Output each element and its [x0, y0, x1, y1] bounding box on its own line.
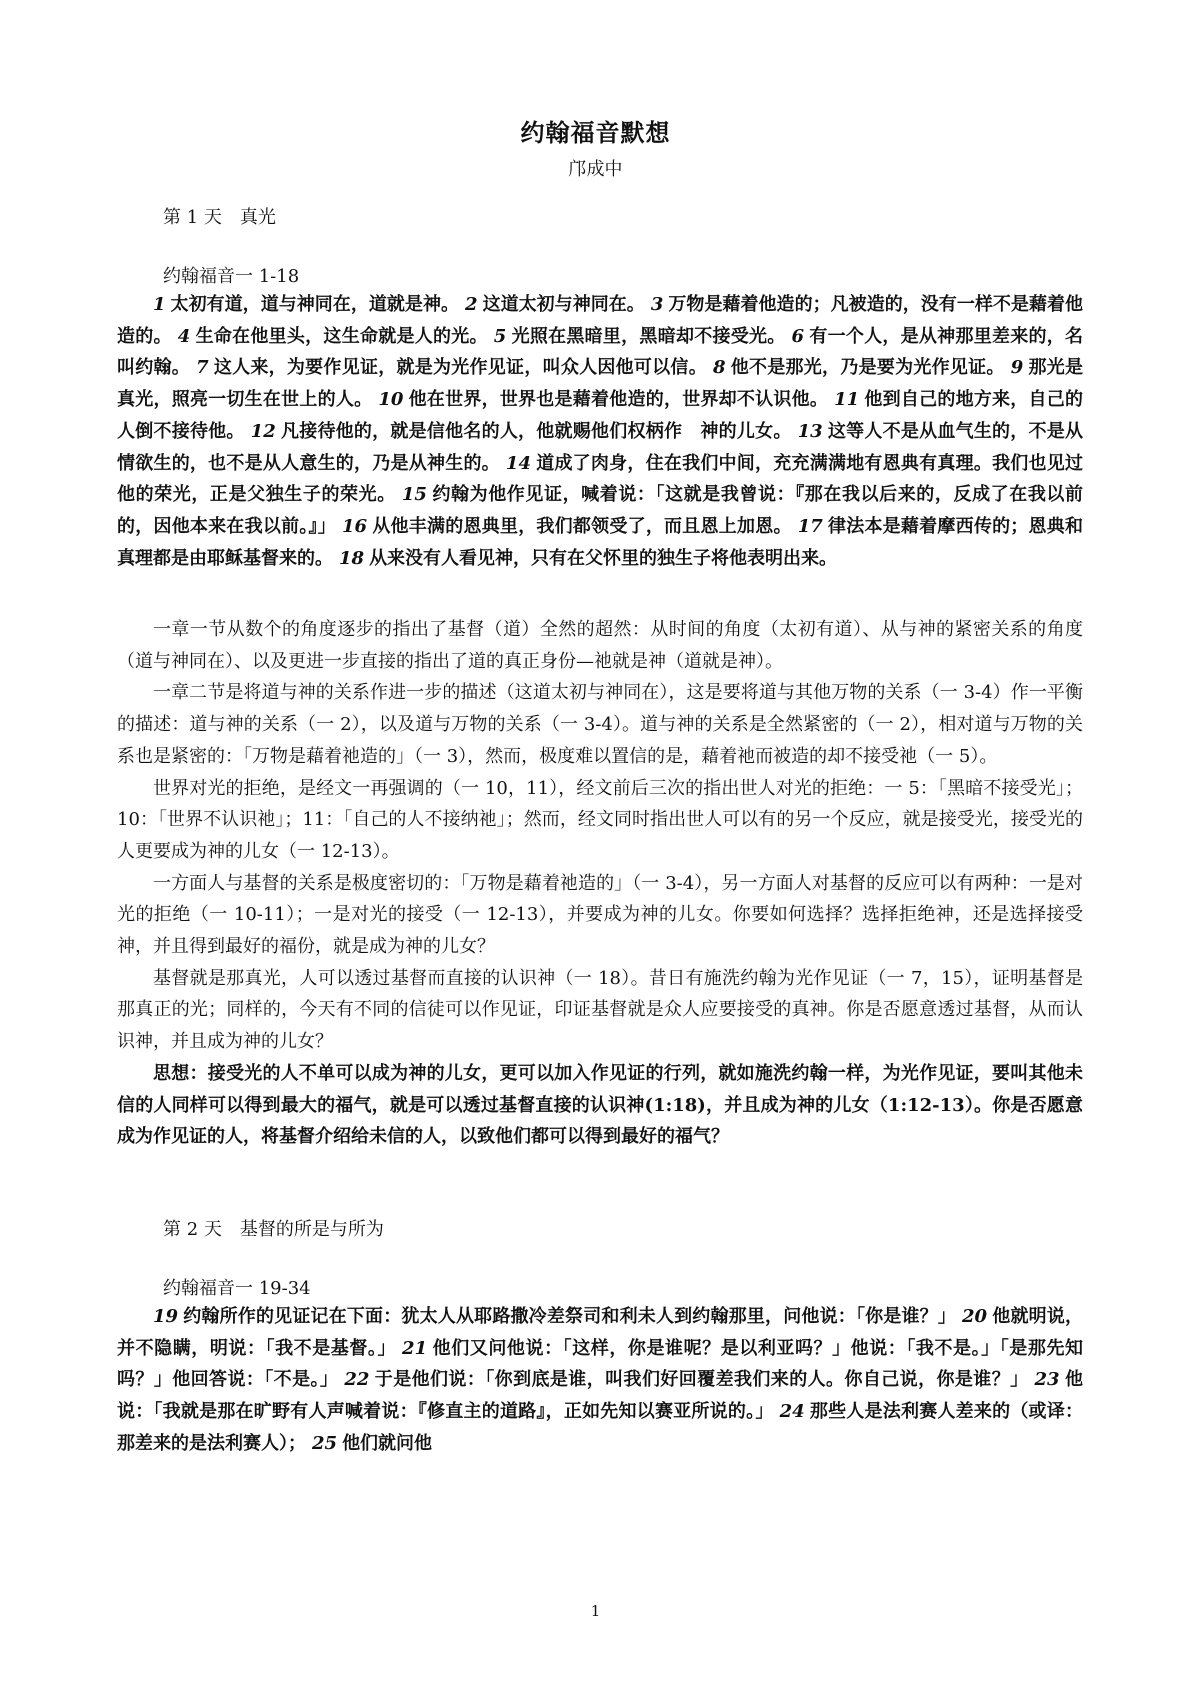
verse-number: 5 — [493, 325, 507, 347]
verse-text: 他在世界，世界也是藉着他造的，世界却不认识他。 — [408, 389, 829, 411]
verse-text: 这等人不是从血气生的，不是从情欲生的，也不是从人意生的，乃是从神生的。 — [117, 420, 1084, 474]
verse-text: 他们又问他说：「这样，你是谁呢？是以利亚吗？」他说：「我不是。」「是那先知吗？」他回答说：「不是。」 — [117, 1337, 1084, 1391]
verse-text: 那些人是法利赛人差来的（或译：那差来的是法利赛人）； — [117, 1401, 1084, 1454]
verse-number: 15 — [401, 484, 427, 506]
verse-number: 21 — [402, 1337, 428, 1359]
day2-verse-block — [117, 1301, 1083, 1460]
verse-number: 25 — [312, 1432, 338, 1454]
verse-text: 他就明说，并不隐瞒，明说：「我不是基督。」 — [117, 1306, 1083, 1359]
verse-text: 他不是那光，乃是要为光作见证。 — [730, 357, 1005, 379]
verse-text: 约翰为他作见证，喊着说：「这就是我曾说：『那在我以后来的，反成了在我以前的，因他本来在我以前。』」 — [117, 484, 1084, 537]
verse-text: 太初有道，道与神同在，道就是神。 — [170, 294, 460, 315]
verse-text: 万物是藉着他造的；凡被造的，没有一样不是藉着他造的。 — [117, 294, 1084, 347]
day1-commentary — [117, 614, 1083, 1153]
verse-number: 4 — [177, 325, 191, 347]
verse-number: 3 — [650, 294, 664, 315]
verse-text: 律法本是藉着摩西传的；恩典和真理都是由耶稣基督来的。 — [117, 515, 1084, 569]
verse-text: 这人来，为要作见证，就是为光作见证，叫众人因他可以信。 — [213, 357, 707, 379]
verse-text: 约翰所作的见证记在下面：犹太人从耶路撒冷差祭司和利未人到约翰那里，问他说：「你是谁？」 — [183, 1306, 957, 1327]
verse-text: 他们就问他 — [342, 1432, 433, 1454]
document-title: 约翰福音默想 — [520, 118, 671, 147]
reflection-paragraph: 思想：接受光的人不单可以成为神的儿女，更可以加入作见证的行列，就如施洗约翰一样，为光作见证，要叫其他未信的人同样可以得到最大的福气，就是可以透过基督直接的认识神(1:18)，并且成为神的儿女（1:12-13）。你是否愿意成为作见证的人，将基督介绍给未信的人，以致他们都可以得到最好的福气？ — [117, 1062, 1083, 1148]
day1-reference: 约翰福音一 1-18 — [163, 266, 300, 287]
commentary-paragraph: 一方面人与基督的关系是极度密切的：「万物是藉着祂造的」（一 3-4），另一方面人对基督的反应可以有两种：一是对光的拒绝（一 10-11）；一是对光的接受（一 12-13），并要成为神的儿女。你要如何选择？选择拒绝神，还是选择接受神，并且得到最好的福份，就是成为神的儿女？ — [117, 872, 1083, 958]
verse-number: 9 — [1010, 357, 1024, 379]
commentary-paragraph: 一章一节从数个的角度逐步的指出了基督（道）全然的超然：从时间的角度（太初有道）、从与神的紧密关系的角度（道与神同在）、以及更进一步直接的指出了道的真正身份—祂就是神（道就是神）。 — [117, 619, 1083, 672]
verse-number: 6 — [791, 325, 805, 347]
verse-number: 24 — [779, 1401, 805, 1423]
commentary-paragraph: 基督就是那真光，人可以透过基督而直接的认识神（一 18）。昔日有施洗约翰为光作见证（一 7，15），证明基督是那真正的光；同样的，今天有不同的信徒可以作见证，印证基督就是众人应要接受的真神。你是否愿意透过基督，从而认识神，并且成为神的儿女？ — [117, 967, 1083, 1053]
verse-number: 18 — [339, 547, 365, 569]
verse-number: 13 — [797, 420, 823, 442]
verse-number: 22 — [344, 1369, 370, 1391]
verse-text: 道成了肉身，住在我们中间，充充满满地有恩典有真理。我们也见过他的荣光，正是父独生子的荣光。 — [117, 452, 1084, 506]
verse-number: 23 — [1034, 1369, 1060, 1391]
verse-number: 20 — [962, 1306, 988, 1327]
day2-reference: 约翰福音一 19-34 — [163, 1278, 311, 1299]
verse-number: 8 — [712, 357, 726, 379]
day2-scripture — [117, 1301, 1083, 1460]
verse-text: 生命在他里头，这生命就是人的光。 — [195, 325, 488, 347]
verse-number: 17 — [797, 515, 823, 537]
verse-text: 这道太初与神同在。 — [482, 294, 645, 315]
page-number: 1 — [590, 1602, 601, 1620]
day1-heading: 第 1 天 真光 — [163, 207, 276, 228]
verse-number: 11 — [834, 389, 860, 411]
verse-text: 光照在黑暗里，黑暗却不接受光。 — [511, 325, 786, 347]
verse-text: 凡接待他的，就是信他名的人，他就赐他们权柄作 神的儿女。 — [280, 420, 792, 442]
verse-text: 那光是真光，照亮一切生在世上的人。 — [117, 357, 1084, 411]
verse-text: 从他丰满的恩典里，我们都领受了，而且恩上加恩。 — [372, 515, 792, 537]
verse-number: 7 — [196, 357, 209, 379]
verse-number: 2 — [465, 294, 478, 315]
verse-text: 从来没有人看见神，只有在父怀里的独生子将他表明出来。 — [369, 547, 838, 569]
verse-number: 12 — [250, 420, 276, 442]
verse-number: 16 — [342, 515, 368, 537]
day1-verse-block — [117, 289, 1083, 574]
verse-number: 19 — [153, 1306, 179, 1327]
day1-scripture — [117, 289, 1083, 574]
commentary-paragraph: 一章二节是将道与神的关系作进一步的描述（这道太初与神同在），这是要将道与其他万物的关系（一 3-4）作一平衡的描述：道与神的关系（一 2），以及道与万物的关系（一 3-4）。道与神的关系是全然紧密的（一 2），相对道与万物的关系也是紧密的：「万物是藉着祂造的」（一 3），然而，极度难以置信的是，藉着祂而被造的却不接受祂（一 5）。 — [117, 682, 1083, 767]
commentary-paragraph: 世界对光的拒绝，是经文一再强调的（一 10，11），经文前后三次的指出世人对光的拒绝：一 5：「黑暗不接受光」；10：「世界不认识祂」；11：「自己的人不接纳祂」；然而，经文同时指出世人可以有的另一个反应，就是接受光，接受光的人更要成为神的儿女（一 12-13）。 — [117, 777, 1083, 862]
verse-number: 10 — [378, 389, 404, 411]
verse-text: 有一个人，是从神那里差来的，名叫约翰。 — [117, 325, 1084, 379]
verse-text: 于是他们说：「你到底是谁，叫我们好回覆差我们来的人。你自己说，你是谁？」 — [374, 1369, 1029, 1391]
day2-heading: 第 2 天 基督的所是与所为 — [163, 1219, 384, 1240]
verse-number: 14 — [505, 452, 531, 474]
verse-text: 他到自己的地方来，自己的人倒不接待他。 — [117, 389, 1084, 442]
document-author: 邝成中 — [568, 159, 623, 180]
verse-text: 他说：「我就是那在旷野有人声喊着说：『修直主的道路』，正如先知以赛亚所说的。」 — [117, 1369, 1084, 1423]
verse-number: 1 — [153, 294, 166, 315]
